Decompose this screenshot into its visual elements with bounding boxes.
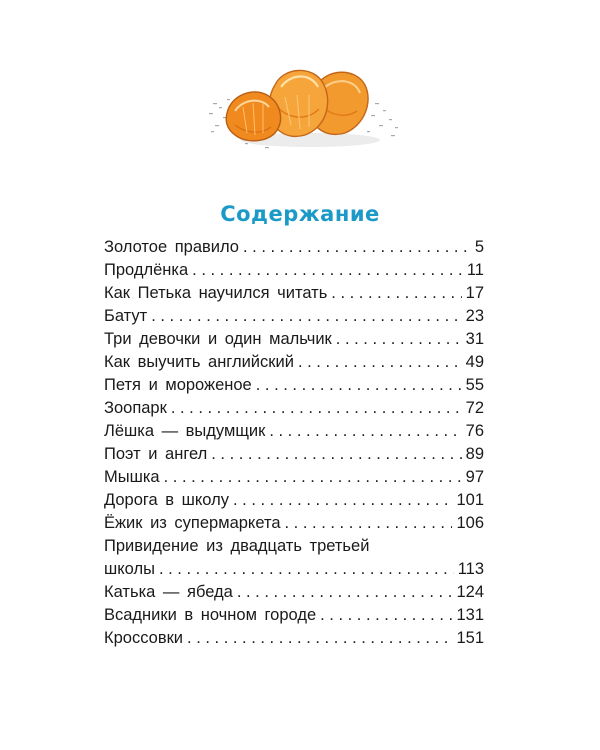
toc-page-number: 101 bbox=[456, 491, 484, 509]
toc-entry bbox=[104, 489, 484, 512]
toc-entry-title: Поэт и ангел bbox=[104, 445, 208, 463]
toc-page-number: 17 bbox=[465, 284, 484, 302]
toc-page-number: 151 bbox=[456, 629, 484, 647]
toc-entry-title: Батут bbox=[104, 307, 148, 325]
toc-dot-leader bbox=[192, 259, 463, 282]
toc-page-number: 23 bbox=[465, 307, 484, 325]
toc-dot-leader bbox=[159, 558, 454, 581]
toc-entry-title: Петя и мороженое bbox=[104, 376, 252, 394]
tangerine-slices-illustration bbox=[205, 55, 405, 160]
toc-entry bbox=[104, 604, 484, 627]
toc-dot-leader bbox=[171, 397, 462, 420]
page-title: Содержание bbox=[220, 202, 380, 227]
toc-page-number: 55 bbox=[465, 376, 484, 394]
toc-dot-leader bbox=[233, 489, 452, 512]
toc-dot-leader bbox=[269, 420, 461, 443]
toc-entry bbox=[104, 558, 484, 581]
toc-entry-title: Как выучить английский bbox=[104, 353, 294, 371]
toc-page-number: 76 bbox=[465, 422, 484, 440]
toc-page-number: 97 bbox=[465, 468, 484, 486]
toc-page-number: 72 bbox=[465, 399, 484, 417]
toc-entry bbox=[104, 351, 484, 374]
toc-dot-leader bbox=[211, 443, 461, 466]
toc-entry-title: Катька — ябеда bbox=[104, 583, 233, 601]
toc-entry bbox=[104, 466, 484, 489]
toc-page-number: 131 bbox=[456, 606, 484, 624]
toc-page-number: 113 bbox=[457, 560, 484, 578]
toc-entry-title: Золотое правило bbox=[104, 238, 239, 256]
toc-entry-title: Зоопарк bbox=[104, 399, 167, 417]
toc-page-number: 124 bbox=[456, 583, 484, 601]
toc-entry bbox=[104, 374, 484, 397]
toc-entry-title: Ёжик из супермаркета bbox=[104, 514, 281, 532]
toc-dot-leader bbox=[164, 466, 462, 489]
toc-dot-leader bbox=[298, 351, 462, 374]
toc-entry bbox=[104, 236, 484, 259]
toc-entry-title: Всадники в ночном городе bbox=[104, 606, 317, 624]
toc-dot-leader bbox=[151, 305, 461, 328]
toc-dot-leader bbox=[285, 512, 453, 535]
toc-entry bbox=[104, 259, 484, 282]
toc-page-number: 89 bbox=[465, 445, 484, 463]
toc-entry bbox=[104, 512, 484, 535]
toc-entry-title: Лёшка — выдумщик bbox=[104, 422, 266, 440]
toc-entry-title: Продлёнка bbox=[104, 261, 189, 279]
toc-entry-first-line bbox=[104, 535, 484, 558]
toc-dot-leader bbox=[331, 282, 461, 305]
tangerine-segment-left bbox=[226, 92, 280, 141]
table-of-contents bbox=[104, 236, 484, 650]
toc-page-number: 31 bbox=[465, 330, 484, 348]
toc-entry-title: Три девочки и один мальчик bbox=[104, 330, 332, 348]
toc-entry bbox=[104, 443, 484, 466]
toc-page-number: 5 bbox=[474, 238, 484, 256]
toc-dot-leader bbox=[336, 328, 462, 351]
toc-dot-leader bbox=[187, 627, 452, 650]
toc-dot-leader bbox=[256, 374, 462, 397]
toc-entry-title: Дорога в школу bbox=[104, 491, 229, 509]
toc-entry-title: Мышка bbox=[104, 468, 160, 486]
toc-entry-title: Как Петька научился читать bbox=[104, 284, 328, 302]
toc-entry bbox=[104, 328, 484, 351]
toc-dot-leader bbox=[243, 236, 471, 259]
toc-entry bbox=[104, 581, 484, 604]
toc-entry bbox=[104, 397, 484, 420]
toc-entry bbox=[104, 282, 484, 305]
toc-entry-title: Привидение из двадцать третьей bbox=[104, 537, 370, 555]
toc-entry bbox=[104, 627, 484, 650]
toc-entry-title: Кроссовки bbox=[104, 629, 184, 647]
toc-entry-title-continued: школы bbox=[104, 560, 155, 578]
toc-page-number: 11 bbox=[466, 261, 484, 279]
toc-page-number: 106 bbox=[456, 514, 484, 532]
toc-page-number: 49 bbox=[465, 353, 484, 371]
toc-entry bbox=[104, 420, 484, 443]
toc-dot-leader bbox=[320, 604, 452, 627]
toc-dot-leader bbox=[237, 581, 453, 604]
toc-entry bbox=[104, 305, 484, 328]
